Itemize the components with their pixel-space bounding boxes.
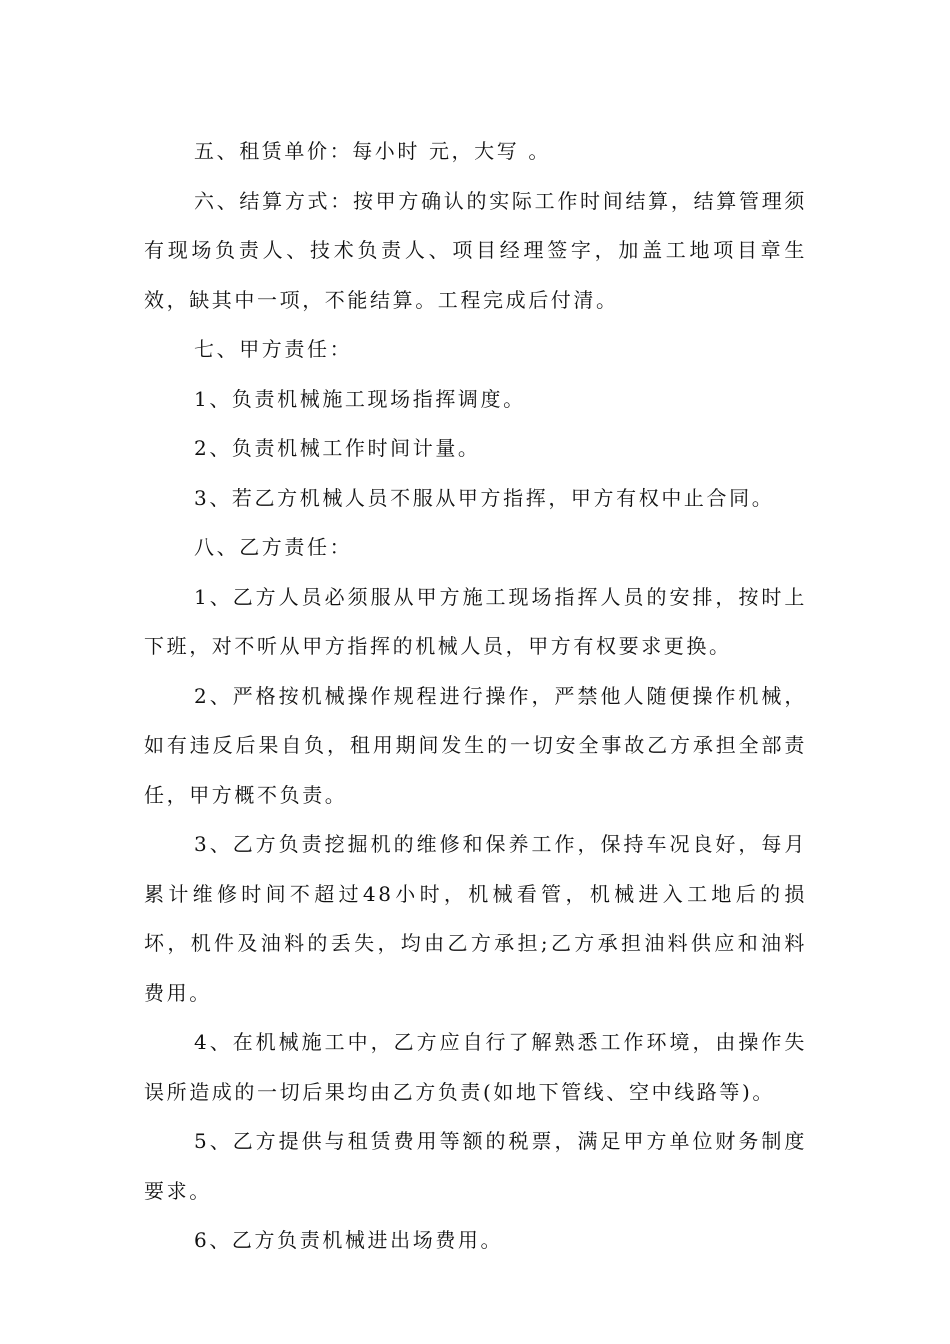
party-a-item-3: 3、若乙方机械人员不服从甲方指挥，甲方有权中止合同。 bbox=[194, 485, 775, 510]
party-b-item-3: 3、乙方负责挖掘机的维修和保养工作，保持车况良好，每月累计维修时间不超过48小时，机械看管，机械进入工地后的损坏，机件及油料的丢失，均由乙方承担;乙方承担油料供应和油料费用。 bbox=[144, 832, 807, 1005]
party-a-item-2: 2、负责机械工作时间计量。 bbox=[194, 436, 481, 460]
party-b-item-5: 5、乙方提供与租赁费用等额的税票，满足甲方单位财务制度要求。 bbox=[144, 1129, 807, 1203]
party-b-item-6: 6、乙方负责机械进出场费用。 bbox=[194, 1228, 504, 1252]
party-b-item-4: 4、在机械施工中，乙方应自行了解熟悉工作环境，由操作失误所造成的一切后果均由乙方负责(如地下管线、空中线路等)。 bbox=[144, 1030, 807, 1104]
clause-5-rental-price: 五、租赁单价：每小时 元，大写 。 bbox=[194, 139, 551, 163]
clause-8-party-b-heading: 八、乙方责任： bbox=[194, 535, 353, 559]
party-b-item-2: 2、严格按机械操作规程进行操作，严禁他人随便操作机械，如有违反后果自负，租用期间发生的一切安全事故乙方承担全部责任，甲方概不负责。 bbox=[144, 683, 807, 807]
party-a-item-1: 1、负责机械施工现场指挥调度。 bbox=[194, 386, 526, 411]
clause-7-party-a-heading: 七、甲方责任： bbox=[194, 337, 353, 361]
clause-6-settlement: 六、结算方式：按甲方确认的实际工作时间结算，结算管理须有现场负责人、技术负责人、项目经理签字，加盖工地项目章生效，缺其中一项，不能结算。工程完成后付清。 bbox=[144, 188, 807, 312]
party-b-item-1: 1、乙方人员必须服从甲方施工现场指挥人员的安排，按时上下班，对不听从甲方指挥的机械人员，甲方有权要求更换。 bbox=[144, 584, 807, 658]
document-body bbox=[144, 127, 807, 1266]
